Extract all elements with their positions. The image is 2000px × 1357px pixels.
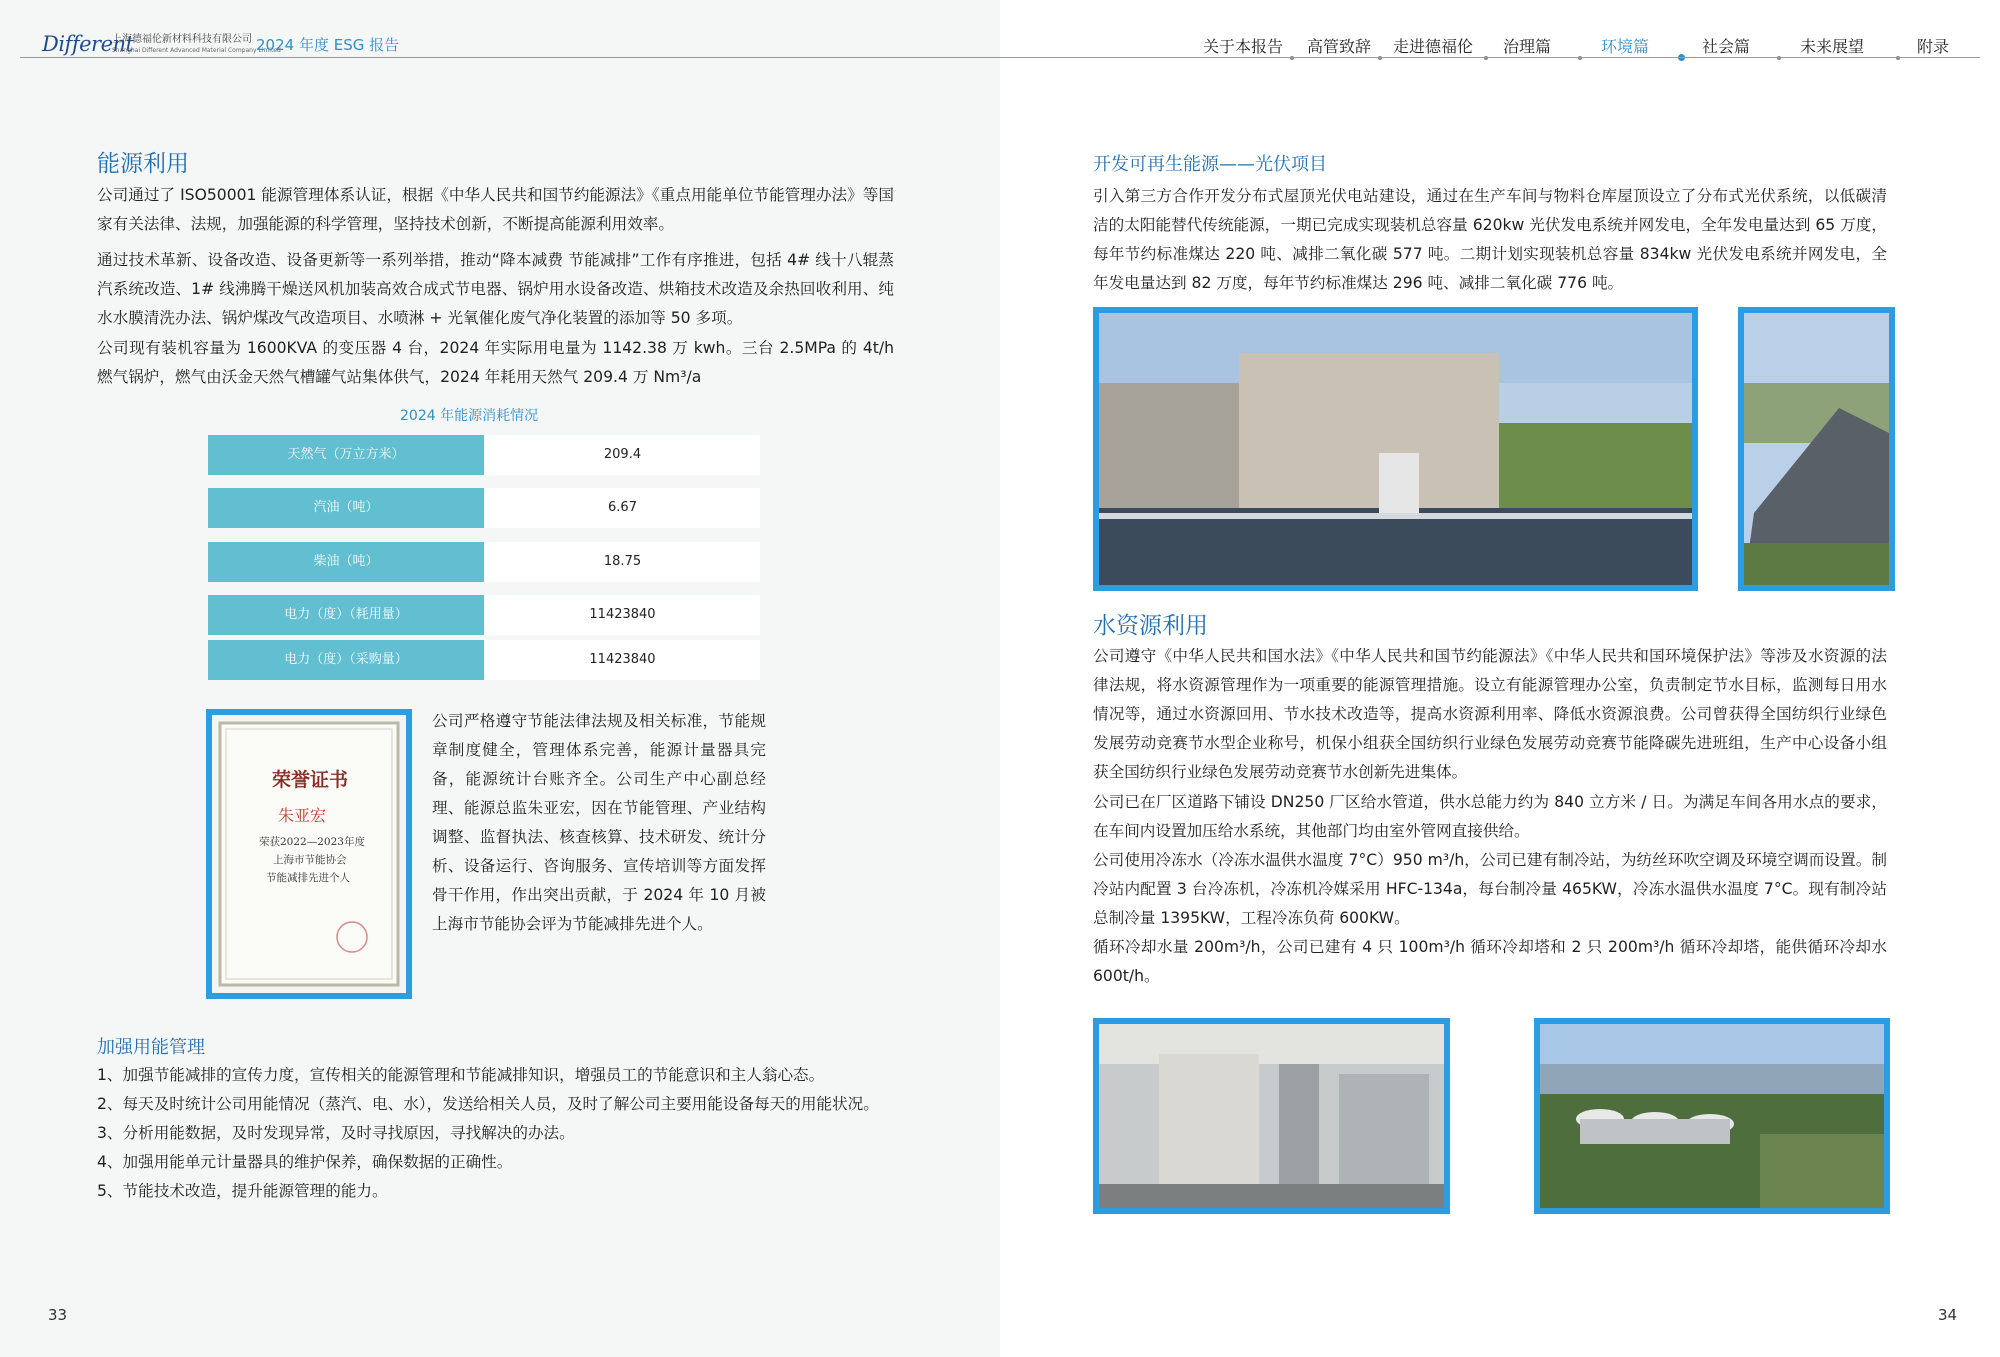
chilled-water-paragraph: 公司使用冷冻水（冷冻水温供水温度 7°C）950 m³/h，公司已建有制冷站，为纺丝环吹空调及环境空调而设置。制冷站内配置 3 台冷冻机，冷冻机冷媒采用 HFC-134a，每台制冷量 465KW，冷冻水温供水温度 7°C。现有制冷站总制冷量 1395KW，工程冷冻负荷 600KW。: [1093, 851, 1887, 927]
table-row-value: 18.75: [485, 542, 760, 582]
chiller-station-illustration: [1099, 1024, 1444, 1208]
energy-management-subtitle: 加强用能管理: [97, 1037, 205, 1058]
nav-tab-society[interactable]: 社会篇: [1702, 37, 1751, 56]
table-row: [208, 595, 760, 635]
cooling-tower-photo: [1534, 1018, 1890, 1214]
list-item: 4、加强用能单元计量器具的维护保养，确保数据的正确性。: [97, 1153, 513, 1171]
nav-tab-future-outlook[interactable]: 未来展望: [1800, 37, 1865, 56]
energy-measures-paragraph: 通过技术革新、设备改造、设备更新等一系列举措，推动“降本减费 节能减排”工作有序推进，包括 4# 线十八辊蒸汽系统改造、1# 线沸腾干燥送风机加装高效合成式节电器、锅炉用水设备改造、烘箱技术改造及余热回收利用、纯水水膜清洗办法、锅炉煤改气改造项目、水喷淋 + 光氧催化废气净化装置的添加等 50 多项。: [97, 251, 894, 327]
table-row-value: 11423840: [485, 640, 760, 680]
table-row-value: 11423840: [485, 595, 760, 635]
energy-management-list: [97, 1061, 937, 1206]
table-row-label: 电力（度）（采购量）: [208, 640, 484, 680]
header-divider: [20, 57, 1980, 58]
table-row-label: 电力（度）（耗用量）: [208, 595, 484, 635]
certificate-title: 荣誉证书: [272, 769, 349, 791]
certificate-line3: 节能减排先进个人: [266, 872, 350, 884]
company-name-en: Shanghai Different Advanced Material Company Limited: [112, 47, 281, 54]
water-law-paragraph: 公司遵守《中华人民共和国水法》《中华人民共和国节约能源法》《中华人民共和国环境保护法》等涉及水资源的法律法规，将水资源管理作为一项重要的能源管理措施。设立有能源管理办公室，负责制定节水目标，监测每日用水情况等，通过水资源回用、节水技术改造等，提高水资源利用率、降低水资源浪费。公司曾获得全国纺织行业绿色发展劳动竞赛节水型企业称号，机保小组获全国纺织行业绿色发展劳动竞赛节能降碳先进班组，生产中心设备小组获全国纺织行业绿色发展劳动竞赛节水创新先进集体。: [1093, 647, 1887, 781]
table-row-label: 汽油（吨）: [208, 488, 484, 528]
chiller-station-photo: [1093, 1018, 1450, 1214]
page-number-left: 33: [48, 1306, 68, 1324]
list-item: 5、节能技术改造，提升能源管理的能力。: [97, 1182, 388, 1200]
certificate-line2: 上海市节能协会: [273, 854, 347, 866]
table-row-label: 天然气（万立方米）: [208, 435, 484, 475]
table-row-value: 209.4: [485, 435, 760, 475]
water-supply-paragraph: 公司已在厂区道路下铺设 DN250 厂区给水管道，供水总能力约为 840 立方米 / 日。为满足车间各用水点的要求，在车间内设置加压给水系统，其他部门均由室外管网直接供给。: [1093, 793, 1887, 840]
pv-roof-closeup-illustration: [1744, 313, 1889, 585]
table-row: [208, 488, 760, 528]
water-section-title: 水资源利用: [1093, 613, 1208, 639]
nav-tab-executive-message[interactable]: 高管致辞: [1307, 37, 1372, 56]
pv-rooftop-illustration: [1099, 313, 1692, 585]
nav-tab-governance[interactable]: 治理篇: [1503, 37, 1552, 56]
company-logo: Different: [42, 32, 134, 56]
energy-intro-paragraph: 公司通过了 ISO50001 能源管理体系认证，根据《中华人民共和国节约能源法》《重点用能单位节能管理办法》等国家有关法律、法规，加强能源的科学管理，坚持技术创新，不断提高能源利用效率。: [97, 186, 894, 233]
table-row: [208, 435, 760, 475]
energy-section-title: 能源利用: [97, 151, 189, 177]
list-item: 1、加强节能减排的宣传力度，宣传相关的能源管理和节能减排知识，增强员工的节能意识和主人翁心态。: [97, 1066, 825, 1084]
page-number-right: 34: [1938, 1306, 1958, 1324]
certificate-recipient: 朱亚宏: [278, 806, 327, 825]
certificate-line1: 荣获2022—2023年度: [259, 836, 365, 848]
nav-tab-company-intro[interactable]: 走进德福伦: [1393, 37, 1474, 56]
list-item: 2、每天及时统计公司用能情况（蒸汽、电、水），发送给相关人员，及时了解公司主要用能设备每天的用能状况。: [97, 1095, 879, 1113]
nav-tab-about-report[interactable]: 关于本报告: [1203, 37, 1284, 56]
cooling-water-paragraph: 循环冷却水量 200m³/h，公司已建有 4 只 100m³/h 循环冷却塔和 2 只 200m³/h 循环冷却塔，能供循环冷却水 600t/h。: [1093, 938, 1887, 985]
pv-section-title: 开发可再生能源——光伏项目: [1093, 154, 1327, 175]
nav-tab-appendix[interactable]: 附录: [1917, 37, 1950, 56]
certificate-paragraph: 公司严格遵守节能法律法规及相关标准，节能规章制度健全，管理体系完善，能源计量器具完备，能源统计台账齐全。公司生产中心副总经理、能源总监朱亚宏，因在节能管理、产业结构调整、监督执法、核查核算、技术研发、统计分析、设备运行、咨询服务、宣传培训等方面发挥骨干作用，作出突出贡献，于 2024 年 10 月被上海市节能协会评为节能减排先进个人。: [432, 712, 766, 933]
energy-table-caption: 2024 年能源消耗情况: [400, 408, 539, 424]
pv-roof-closeup-photo: [1738, 307, 1895, 591]
cooling-tower-illustration: [1540, 1024, 1884, 1208]
table-row: [208, 640, 760, 680]
nav-tab-environment[interactable]: 环境篇: [1601, 37, 1650, 56]
company-name-cn: 上海德福伦新材料科技有限公司: [112, 34, 252, 45]
pv-rooftop-photo: [1093, 307, 1698, 591]
table-row: [208, 542, 760, 582]
table-row-label: 柴油（吨）: [208, 542, 484, 582]
list-item: 3、分析用能数据，及时发现异常，及时寻找原因，寻找解决的办法。: [97, 1124, 575, 1142]
table-row-value: 6.67: [485, 488, 760, 528]
energy-capacity-paragraph: 公司现有装机容量为 1600KVA 的变压器 4 台，2024 年实际用电量为 1142.38 万 kwh。三台 2.5MPa 的 4t/h 燃气锅炉，燃气由沃金天然气槽罐气站集体供气，2024 年耗用天然气 209.4 万 Nm³/a: [97, 339, 894, 386]
pv-paragraph: 引入第三方合作开发分布式屋顶光伏电站建设，通过在生产车间与物料仓库屋顶设立了分布式光伏系统，以低碳清洁的太阳能替代传统能源，一期已完成实现装机总容量 620kw 光伏发电系统并网发电，全年发电量达到 65 万度，每年节约标准煤达 220 吨、减排二氧化碳 577 吨。二期计划实现装机总容量 834kw 光伏发电系统并网发电，全年发电量达到 82 万度，每年节约标准煤达 296 吨、减排二氧化碳 776 吨。: [1093, 187, 1887, 292]
report-title: 2024 年度 ESG 报告: [256, 36, 400, 54]
